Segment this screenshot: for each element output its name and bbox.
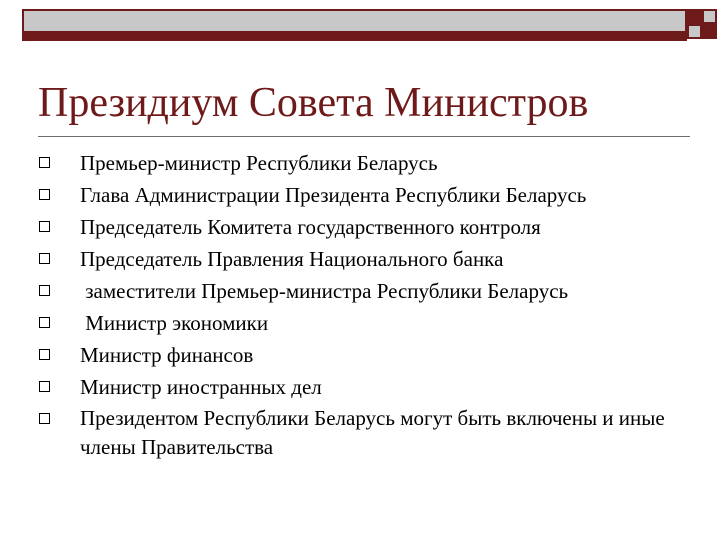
hollow-square-icon xyxy=(39,253,50,264)
slide-title: Президиум Совета Министров xyxy=(38,80,589,126)
list-item xyxy=(38,211,698,243)
header-band xyxy=(22,9,687,33)
list-item xyxy=(38,307,698,339)
corner-decoration-square xyxy=(702,24,717,39)
list-item-text: Премьер-министр Республики Беларусь xyxy=(80,151,438,175)
list-item-text: Председатель Комитета государственного контроля xyxy=(80,215,541,239)
corner-decoration-square xyxy=(702,9,717,24)
list-item xyxy=(38,147,698,179)
corner-decoration-square xyxy=(687,9,702,24)
hollow-square-icon xyxy=(39,413,50,424)
list-item-text: Глава Администрации Президента Республики Беларусь xyxy=(80,183,587,207)
list-item xyxy=(38,339,698,371)
list-item xyxy=(38,179,698,211)
hollow-square-icon xyxy=(39,349,50,360)
list-item xyxy=(38,243,698,275)
hollow-square-icon xyxy=(39,189,50,200)
list-item-text: Министр экономики xyxy=(80,311,269,335)
list-item xyxy=(38,371,698,403)
list-item-text: Председатель Правления Национального банка xyxy=(80,247,504,271)
title-divider xyxy=(38,136,690,137)
hollow-square-icon xyxy=(39,285,50,296)
list-item xyxy=(38,275,698,307)
list-item-text: Президентом Республики Беларусь могут быть включены и иные члены Правительства xyxy=(80,406,670,459)
hollow-square-icon xyxy=(39,157,50,168)
list-item xyxy=(38,403,698,462)
header-band-dark-stripe xyxy=(22,31,687,41)
hollow-square-icon xyxy=(39,381,50,392)
list-item-text: Министр финансов xyxy=(80,343,254,367)
list-item-text: Министр иностранных дел xyxy=(80,375,322,399)
hollow-square-icon xyxy=(39,221,50,232)
hollow-square-icon xyxy=(39,317,50,328)
corner-decoration-square xyxy=(687,24,702,39)
bullet-list xyxy=(38,147,698,462)
list-item-text: заместители Премьер-министра Республики Беларусь xyxy=(80,279,569,303)
